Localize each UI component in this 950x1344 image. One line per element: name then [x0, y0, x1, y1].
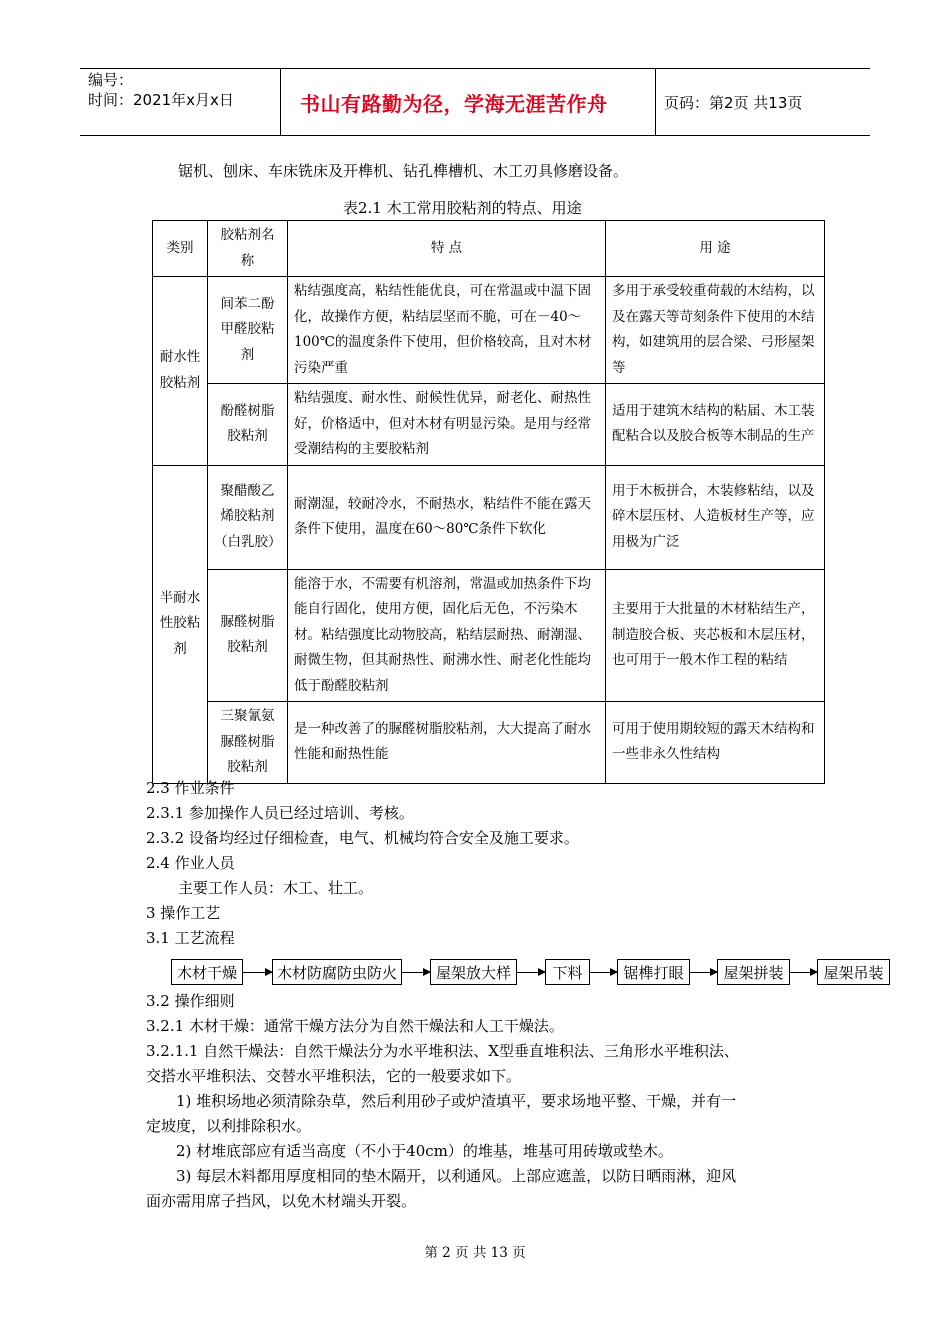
name-cell: 聚醋酸乙烯胶粘剂（白乳胶）: [208, 465, 288, 569]
section-2-3-1: 2.3.1 参加操作人员已经过培训、考核。: [146, 804, 414, 822]
section-3-heading: 3 操作工艺: [146, 904, 221, 922]
header-feature: 特 点: [288, 221, 606, 277]
name-cell: 间苯二酚甲醛胶粘剂: [208, 277, 288, 384]
table-row: [153, 384, 825, 466]
usage-cell: 多用于承受较重荷载的木结构，以及在露天等苛刻条件下使用的木结构，如建筑用的层合梁、弓形屋架等: [606, 277, 825, 384]
header-number: 编号：: [88, 71, 134, 89]
section-3-2-1-1-line1: 3.2.1.1 自然干燥法：自然干燥法分为水平堆积法、X型垂直堆积法、三角形水平堆积法、: [146, 1042, 739, 1060]
category-cell: 耐水性胶粘剂: [153, 277, 208, 466]
table-row: [153, 465, 825, 569]
feature-cell: 是一种改善了的脲醛树脂胶粘剂，大大提高了耐水性能和耐热性能: [288, 702, 606, 784]
item-1-line1: 1) 堆积场地必须清除杂草，然后利用砂子或炉渣填平，要求场地平整、干燥，并有一: [176, 1092, 737, 1110]
section-3-2-1: 3.2.1 木材干燥：通常干燥方法分为自然干燥法和人工干燥法。: [146, 1017, 564, 1035]
item-3-line1: 3) 每层木料都用厚度相同的垫木隔开，以利通风。上部应遮盖，以防日晒雨淋，迎风: [176, 1167, 737, 1185]
flow-arrow-2: [402, 972, 430, 973]
flow-arrow-1: [243, 972, 272, 973]
table-row: [153, 569, 825, 702]
section-3-2-1-1-line2: 交搭水平堆积法、交替水平堆积法，它的一般要求如下。: [146, 1067, 522, 1085]
header-bottom-rule: [80, 135, 870, 136]
intro-line: 锯机、刨床、车床铣床及开榫机、钻孔榫槽机、木工刃具修磨设备。: [178, 162, 629, 180]
item-1-line2: 定坡度，以利排除积水。: [146, 1117, 312, 1135]
usage-cell: 用于木板拼合，木装修粘结，以及碎木层压材、人造板材生产等，应用极为广泛: [606, 465, 825, 569]
feature-cell: 耐潮湿，较耐冷水，不耐热水，粘结件不能在露天条件下使用，温度在60～80℃条件下软化: [288, 465, 606, 569]
table-header-row: [153, 221, 825, 277]
page-footer: 第 2 页 共 13 页: [424, 1245, 526, 1261]
table-row: [153, 702, 825, 784]
feature-cell: 粘结强度、耐水性、耐候性优异，耐老化、耐热性好，价格适中，但对木材有明显污染。是用与经常受潮结构的主要胶粘剂: [288, 384, 606, 466]
header-page-number: 页码：第2页 共13页: [664, 94, 803, 112]
flow-step-6: 屋架拼装: [717, 959, 790, 985]
usage-cell: 适用于建筑木结构的粘届、木工装配粘合以及胶合板等木制品的生产: [606, 384, 825, 466]
header-category: 类别: [153, 221, 208, 277]
flow-arrow-5: [690, 972, 717, 973]
feature-cell: 粘结强度高，粘结性能优良，可在常温或中温下固化，故操作方便，粘结层坚而不脆，可在－40～100℃的温度条件下使用，但价格较高，且对木材污染严重: [288, 277, 606, 384]
name-cell: 三聚氰氨脲醛树脂胶粘剂: [208, 702, 288, 784]
usage-cell: 可用于使用期较短的露天木结构和一些非永久性结构: [606, 702, 825, 784]
name-cell: 脲醛树脂胶粘剂: [208, 569, 288, 702]
flow-step-7: 屋架吊装: [817, 959, 890, 985]
flow-step-4: 下料: [545, 959, 590, 985]
flow-step-3: 屋架放大样: [430, 959, 517, 985]
section-2-4-heading: 2.4 作业人员: [146, 854, 235, 872]
section-3-2-heading: 3.2 操作细则: [146, 992, 235, 1010]
item-2: 2) 材堆底部应有适当高度（不小于40cm）的堆基，堆基可用砖墩或垫木。: [176, 1142, 673, 1160]
section-2-4-body: 主要工作人员：木工、壮工。: [178, 879, 374, 897]
header-time: 时间：2021年x月x日: [88, 91, 234, 109]
header-top-rule: [80, 68, 870, 69]
table-row: [153, 277, 825, 384]
flow-arrow-6: [790, 972, 817, 973]
category-cell: 半耐水性胶粘剂: [153, 465, 208, 783]
flow-arrow-4: [590, 972, 617, 973]
feature-cell: 能溶于水，不需要有机溶剂，常温或加热条件下均能自行固化，使用方便，固化后无色，不污染木材。粘结强度比动物胶高，粘结层耐热、耐潮湿、耐微生物，但其耐热性、耐沸水性、耐老化性能均低于酚醛胶粘剂: [288, 569, 606, 702]
header-name: 胶粘剂名 称: [208, 221, 288, 277]
section-2-3-heading: 2.3 作业条件: [146, 779, 235, 797]
flow-arrow-3: [517, 972, 545, 973]
header-motto: 书山有路勤为径，学海无涯苦作舟: [300, 92, 608, 116]
adhesive-table: [152, 220, 825, 784]
section-3-1-heading: 3.1 工艺流程: [146, 929, 235, 947]
header-divider-right: [655, 68, 656, 135]
name-cell: 酚醛树脂胶粘剂: [208, 384, 288, 466]
section-2-3-2: 2.3.2 设备均经过仔细检查，电气、机械均符合安全及施工要求。: [146, 829, 579, 847]
table-caption: 表2.1 木工常用胶粘剂的特点、用途: [343, 199, 582, 217]
header-usage: 用 途: [606, 221, 825, 277]
header-divider-left: [280, 68, 281, 135]
usage-cell: 主要用于大批量的木材粘结生产，制造胶合板、夹芯板和木层压材，也可用于一般木作工程的粘结: [606, 569, 825, 702]
flow-step-5: 锯榫打眼: [617, 959, 690, 985]
flow-step-1: 木材干燥: [171, 959, 243, 985]
flow-step-2: 木材防腐防虫防火: [272, 959, 402, 985]
item-3-line2: 面亦需用席子挡风，以免木材端头开裂。: [146, 1192, 417, 1210]
